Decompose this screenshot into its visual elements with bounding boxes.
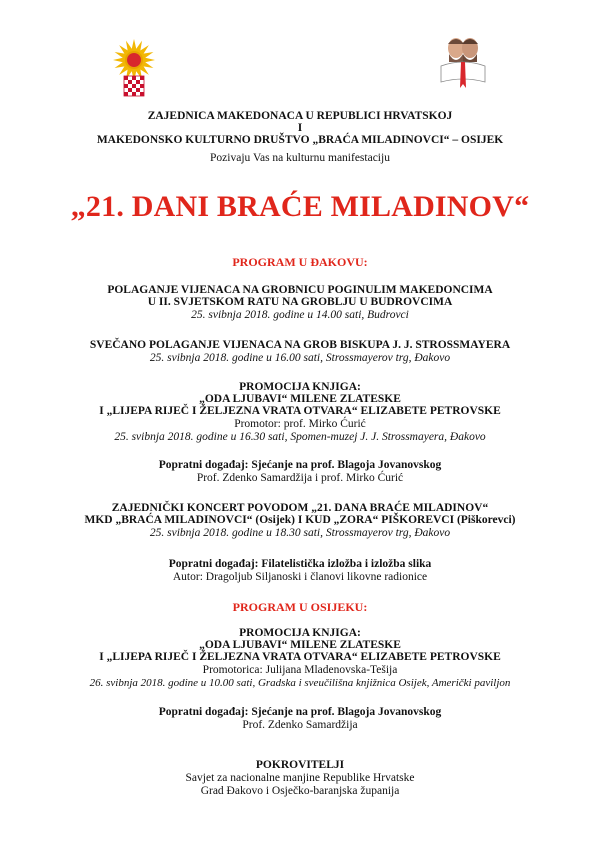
dakovo-side1-title: Popratni događaj: Sjećanje na prof. Blagoja Jovanovskog: [158, 459, 442, 471]
osijek-event1-promotor: Promotorica: Julijana Mladenovska-Tešija: [202, 664, 398, 676]
osijek-side1-title: Popratni događaj: Sjećanje na prof. Blagoja Jovanovskog: [158, 706, 442, 718]
osijek-event1-when: 26. svibnja 2018. godine u 10.00 sati, Gradska i sveučilišna knjižnica Osijek, Američki paviljon: [89, 677, 511, 689]
dakovo-event1-line1: POLAGANJE VIJENACA NA GROBNICU POGINULIM MAKEDONCIMA: [107, 284, 493, 296]
dakovo-event1-line2: U II. SVJETSKOM RATU NA GROBLJU U BUDROVCIMA: [147, 296, 453, 308]
dakovo-event2-line1: SVEČANO POLAGANJE VIJENACA NA GROB BISKUPA J. J. STROSSMAYERA: [89, 339, 511, 351]
dakovo-event2-when: 25. svibnja 2018. godine u 16.00 sati, Strossmayerov trg, Đakovo: [149, 352, 451, 364]
dakovo-event3-when: 25. svibnja 2018. godine u 16.30 sati, Spomen-muzej J. J. Strossmayera, Đakovo: [114, 431, 486, 443]
dakovo-side2-title: Popratni događaj: Filatelistička izložba i izložba slika: [168, 558, 432, 570]
dakovo-event4-when: 25. svibnja 2018. godine u 18.30 sati, Strossmayerov trg, Đakovo: [149, 527, 451, 539]
event-main-title: „21. DANI BRAĆE MILADINOV“: [70, 190, 530, 223]
osijek-side1-people: Prof. Zdenko Samardžija: [242, 719, 358, 731]
section-heading-dakovo: PROGRAM U ĐAKOVU:: [232, 255, 368, 269]
dakovo-event3-line3: I „LIJEPA RIJEČ I ŽELJEZNA VRATA OTVARA“ ELIZABETE PETROVSKE: [99, 405, 501, 417]
miladinov-brothers-book-emblem-icon: [437, 32, 489, 88]
sponsors-line1: Savjet za nacionalne manjine Republike Hrvatske: [185, 772, 415, 784]
dakovo-side2-people: Autor: Dragoljub Siljanoski i članovi likovne radionice: [172, 571, 428, 583]
dakovo-event3-line2: „ODA LJUBAVI“ MILENE ZLATESKE: [199, 393, 401, 405]
section-heading-osijek: PROGRAM U OSIJEKU:: [232, 600, 368, 614]
organizer-line-1: ZAJEDNICA MAKEDONACA U REPUBLICI HRVATSKOJ: [147, 110, 453, 122]
sponsors-heading: POKROVITELJI: [255, 759, 345, 771]
organizer-conjunction: I: [297, 122, 303, 134]
dakovo-event4-line1: ZAJEDNIČKI KONCERT POVODOM „21. DANA BRAĆE MILADINOV“: [111, 502, 489, 514]
invitation-text: Pozivaju Vas na kulturnu manifestaciju: [210, 152, 390, 164]
osijek-event1-line1: PROMOCIJA KNJIGA:: [239, 627, 361, 639]
dakovo-event4-line2: MKD „BRAĆA MILADINOVCI“ (Osijek) I KUD „ZORA“ PIŠKOREVCI (Piškorevci): [84, 514, 516, 526]
sun-checkerboard-emblem-icon: [112, 38, 156, 100]
organizer-line-2: MAKEDONSKO KULTURNO DRUŠTVO „BRAĆA MILADINOVCI“ – OSIJEK: [96, 134, 504, 146]
dakovo-event3-promotor: Promotor: prof. Mirko Ćurić: [234, 418, 366, 430]
osijek-event1-line2: „ODA LJUBAVI“ MILENE ZLATESKE: [199, 639, 401, 651]
dakovo-event1-when: 25. svibnja 2018. godine u 14.00 sati, Budrovci: [191, 309, 409, 321]
dakovo-event3-line1: PROMOCIJA KNJIGA:: [239, 381, 361, 393]
dakovo-side1-people: Prof. Zdenko Samardžija i prof. Mirko Ćurić: [196, 472, 404, 484]
osijek-event1-line3: I „LIJEPA RIJEČ I ŽELJEZNA VRATA OTVARA“ ELIZABETE PETROVSKE: [99, 651, 501, 663]
sponsors-line2: Grad Đakovo i Osječko-baranjska županija: [200, 785, 400, 797]
